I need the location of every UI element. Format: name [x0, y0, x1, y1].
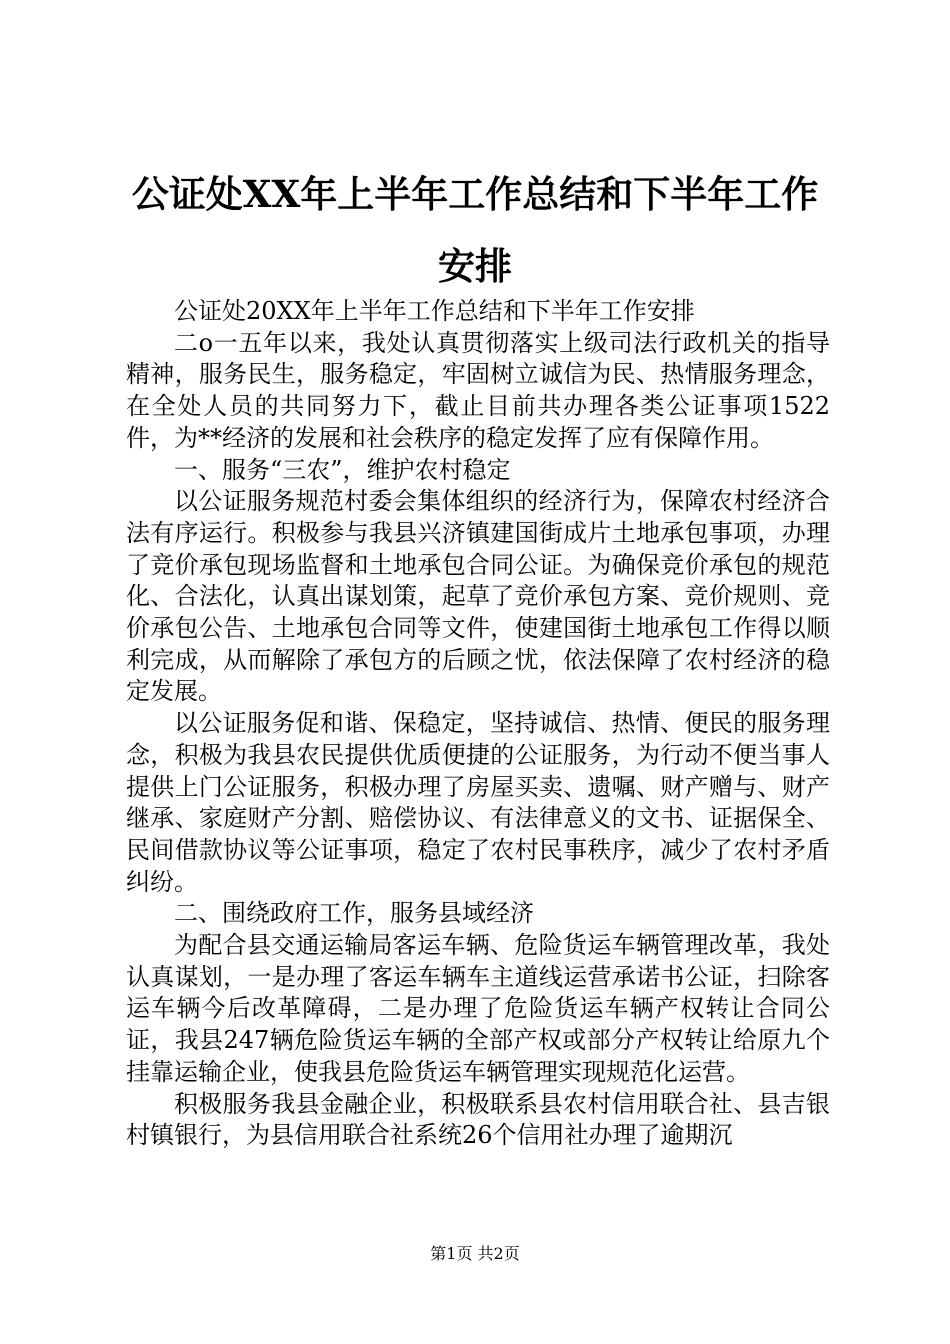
paragraph-intro: 二o一五年以来，我处认真贯彻落实上级司法行政机关的指导精神，服务民生，服务稳定，牢固树立诚信为民、热情服务理念，在全处人员的共同努力下，截止目前共办理各类公证事项1522件，为**经济的发展和社会秩序的稳定发挥了应有保障作用。	[126, 328, 830, 452]
document-body	[126, 296, 830, 1152]
paragraph-finance: 积极服务我县金融企业，积极联系县农村信用联合社、县吉银村镇银行，为县信用联合社系统26个信用社办理了逾期沉	[126, 1089, 830, 1150]
document-title: 公证处XX年上半年工作总结和下半年工作安排	[131, 172, 819, 288]
section-heading-1: 一、服务“三农”，维护农村稳定	[174, 455, 511, 484]
paragraph-transport: 为配合县交通运输局客运车辆、危险货运车辆管理改革，我处认真谋划，一是办理了客运车辆车主道线运营承诺书公证，扫除客运车辆今后改革障碍，二是办理了危险货运车辆产权转让合同公证，我县247辆危险货运车辆的全部产权或部分产权转让给原九个挂靠运输企业，使我县危险货运车辆管理实现规范化运营。	[126, 931, 830, 1086]
page-footer: 第1页 共2页	[430, 1244, 520, 1263]
section-heading-2: 二、围绕政府工作，服务县域经济	[174, 899, 534, 928]
paragraph-land-contract: 以公证服务规范村委会集体组织的经济行为，保障农村经济合法有序运行。积极参与我县兴济镇建国街成片土地承包事项，办理了竞价承包现场监督和土地承包合同公证。为确保竞价承包的规范化、合法化，认真出谋划策，起草了竞价承包方案、竞价规则、竞价承包公告、土地承包合同等文件，使建国街土地承包工作得以顺利完成，从而解除了承包方的后顾之忧，依法保障了农村经济的稳定发展。	[126, 487, 830, 706]
paragraph-harmony: 以公证服务促和谐、保稳定，坚持诚信、热情、便民的服务理念，积极为我县农民提供优质便捷的公证服务，为行动不便当事人提供上门公证服务，积极办理了房屋买卖、遗嘱、财产赠与、财产继承、家庭财产分割、赔偿协议、有法律意义的文书、证据保全、民间借款协议等公证事项，稳定了农村民事秩序，减少了农村矛盾纠纷。	[126, 709, 830, 896]
paragraph-subtitle: 公证处20XX年上半年工作总结和下半年工作安排	[174, 297, 695, 325]
